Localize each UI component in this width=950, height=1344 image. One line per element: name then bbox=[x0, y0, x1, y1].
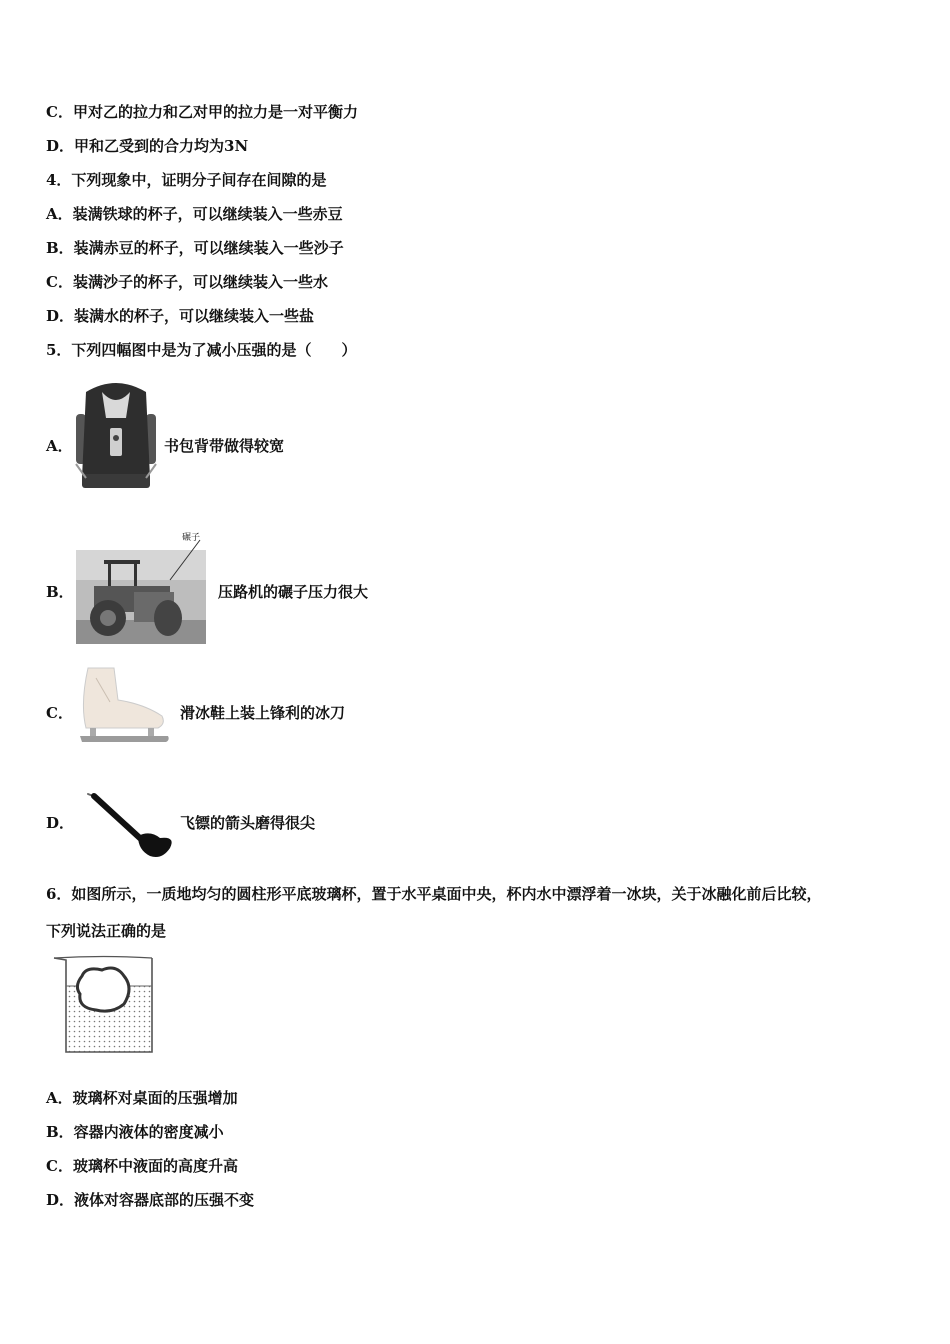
q5-option-a-text: 书包背带做得较宽 bbox=[164, 437, 285, 455]
q4-option-b: B．装满赤豆的杯子，可以继续装入一些沙子 bbox=[46, 239, 344, 257]
q6-option-b: B．容器内液体的密度减小 bbox=[46, 1123, 224, 1141]
q4-stem: 4．下列现象中，证明分子间存在间隙的是 bbox=[46, 171, 327, 189]
q6-option-d: D．液体对容器底部的压强不变 bbox=[46, 1191, 255, 1209]
beaker-ice-diagram bbox=[52, 954, 156, 1058]
ice-skate-image bbox=[74, 664, 174, 744]
q6-stem-line1: 6．如图所示，一质地均匀的圆柱形平底玻璃杯，置于水平桌面中央，杯内水中漂浮着一冰块，关于冰融化前后比较， bbox=[46, 885, 822, 903]
q5-option-c-text: 滑冰鞋上装上锋利的冰刀 bbox=[180, 704, 346, 722]
q5-option-d-label: D． bbox=[46, 814, 75, 832]
q5-option-b-text: 压路机的碾子压力很大 bbox=[218, 583, 369, 601]
q5-option-d-text: 飞镖的箭头磨得很尖 bbox=[180, 814, 316, 832]
q3-option-d: D．甲和乙受到的合力均为3N bbox=[46, 137, 249, 155]
q4-option-a: A．装满铁球的杯子，可以继续装入一些赤豆 bbox=[46, 205, 343, 223]
q5-stem: 5．下列四幅图中是为了减小压强的是（ ） bbox=[46, 341, 357, 359]
roller-caption: 碾子 bbox=[182, 533, 201, 543]
q4-option-c: C．装满沙子的杯子，可以继续装入一些水 bbox=[46, 273, 328, 291]
q6-stem-line2: 下列说法正确的是 bbox=[46, 922, 167, 940]
backpack-image bbox=[72, 378, 160, 490]
q6-option-a: A．玻璃杯对桌面的压强增加 bbox=[46, 1089, 238, 1107]
q6-option-c: C．玻璃杯中液面的高度升高 bbox=[46, 1157, 238, 1175]
road-roller-image bbox=[74, 530, 208, 646]
q3-option-c: C．甲对乙的拉力和乙对甲的拉力是一对平衡力 bbox=[46, 103, 358, 121]
q5-option-a-label: A． bbox=[46, 437, 73, 455]
dart-image bbox=[80, 786, 176, 862]
q4-option-d: D．装满水的杯子，可以继续装入一些盐 bbox=[46, 307, 315, 325]
q5-option-b-label: B． bbox=[46, 583, 74, 601]
q5-option-c-label: C． bbox=[46, 704, 73, 722]
